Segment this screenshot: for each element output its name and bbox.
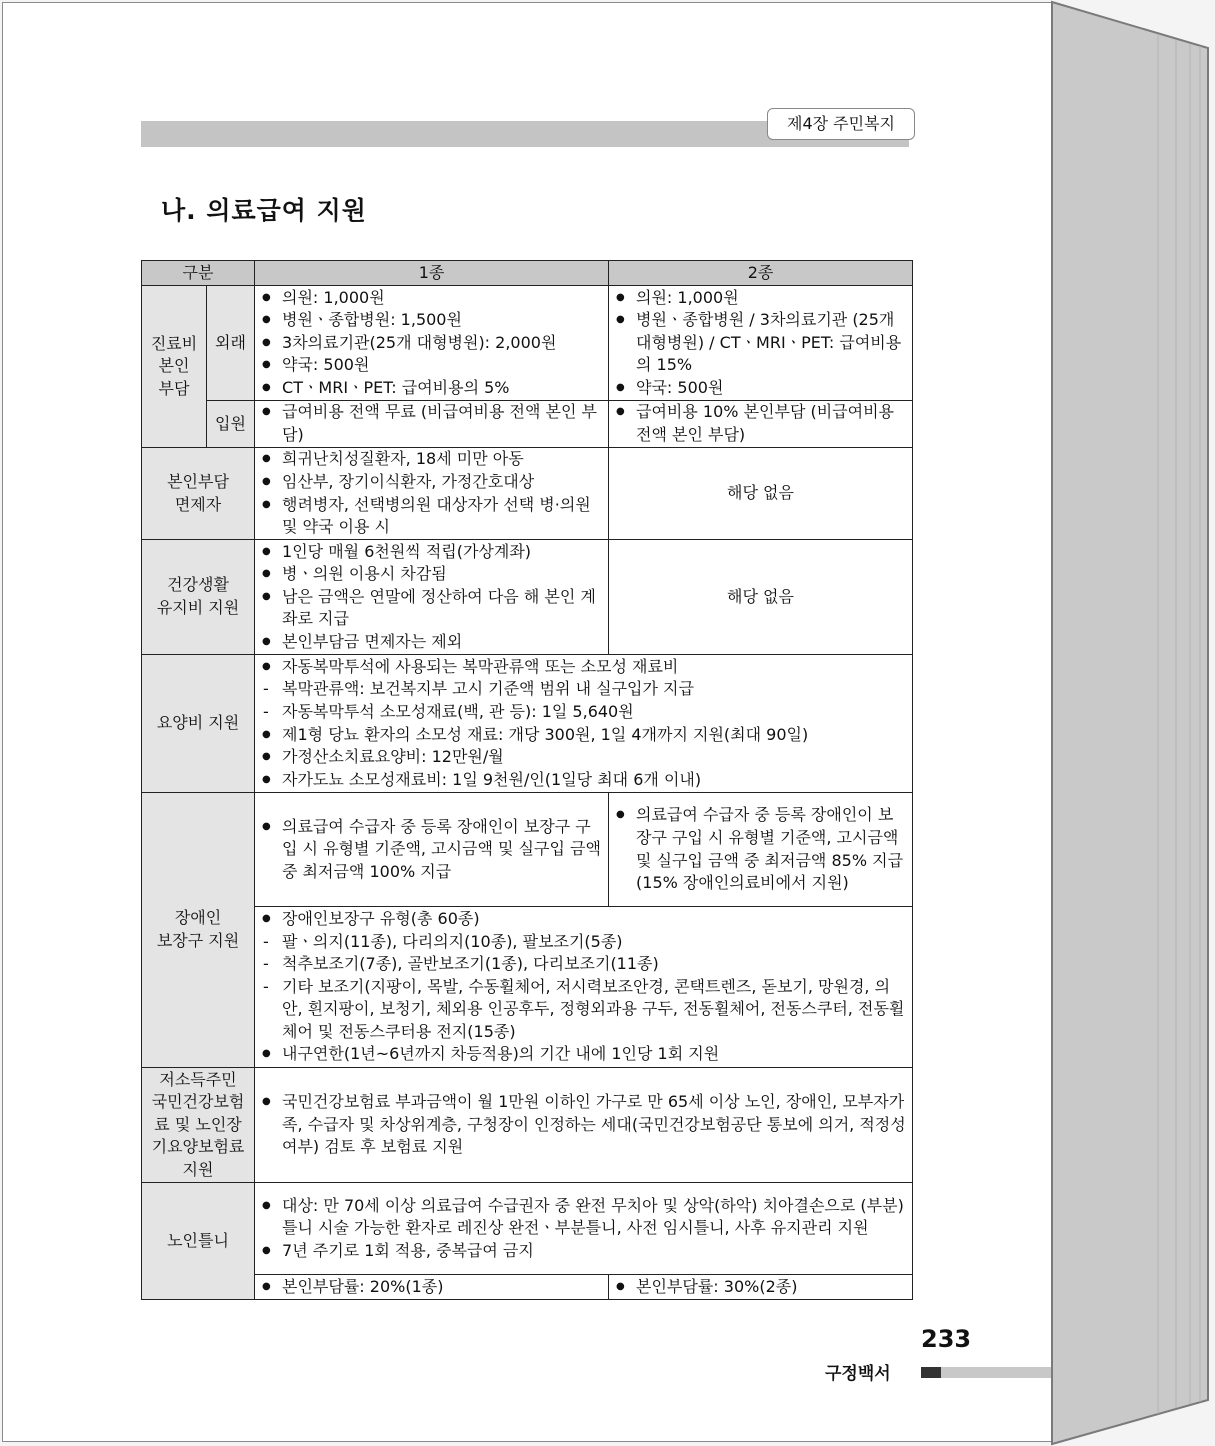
bullet-item: ● 약국: 500원 xyxy=(615,377,906,400)
dash-item: - 팔ㆍ의지(11종), 다리의지(10종), 팔보조기(5종) xyxy=(261,931,906,954)
table-row xyxy=(142,286,913,401)
bullet-item: ● 내구연한(1년~6년까지 차등적용)의 기간 내에 1인당 1회 지원 xyxy=(261,1043,906,1066)
chapter-tag: 제4장 주민복지 xyxy=(767,108,915,140)
cell-assistive-type1 xyxy=(255,793,609,907)
cell-exemption-type1 xyxy=(255,448,609,540)
cell-inpatient-type1 xyxy=(255,401,609,448)
medical-aid-table xyxy=(141,260,913,1300)
cell-assistive-type2 xyxy=(609,793,913,907)
cell-outpatient-type2 xyxy=(609,286,913,401)
section-title: 나. 의료급여 지원 xyxy=(161,196,367,225)
cell-outpatient-type1 xyxy=(255,286,609,401)
table-row xyxy=(142,1068,913,1183)
footer-label: 구정백서 xyxy=(825,1364,891,1384)
dash-item: - 기타 보조기(지팡이, 목발, 수동휠체어, 저시력보조안경, 콘택트렌즈, 돋보기, 망원경, 의안, 흰지팡이, 보청기, 체외용 인공후두, 정형외과용 구두, 전동휠체어, 전동스쿠터, 전동휠체어 및 전동스쿠터용 전지(15종) xyxy=(261,976,906,1044)
dash-item: - 자동복막투석 소모성재료(백, 관 등): 1일 5,640원 xyxy=(261,701,906,724)
table-row xyxy=(142,793,913,907)
bullet-item: ● 본인부담률: 20%(1종) xyxy=(261,1276,602,1299)
bullet-item: ● 7년 주기로 1회 적용, 중복급여 금지 xyxy=(261,1240,906,1263)
bullet-item: ● 약국: 500원 xyxy=(261,354,602,377)
bullet-item: ● 본인부담금 면제자는 제외 xyxy=(261,631,602,654)
bullet-item: ● 의원: 1,000원 xyxy=(615,287,906,310)
book-edge-graphic xyxy=(1048,0,1215,1446)
cell-health-type1 xyxy=(255,540,609,655)
bullet-item: ● 자동복막투석에 사용되는 복막관류액 또는 소모성 재료비 xyxy=(261,656,906,679)
row-label-health-support: 건강생활 유지비 지원 xyxy=(142,540,255,655)
cell-dentures-type1 xyxy=(255,1275,609,1300)
table-row xyxy=(142,540,913,655)
header-category: 구분 xyxy=(142,261,255,286)
cell-dentures xyxy=(255,1183,913,1275)
bullet-item: ● 남은 금액은 연말에 정산하여 다음 해 본인 계좌로 지급 xyxy=(261,586,602,631)
dash-item: - 척추보조기(7종), 골반보조기(1종), 다리보조기(11종) xyxy=(261,953,906,976)
bullet-item: ● 의료급여 수급자 중 등록 장애인이 보장구 구입 시 유형별 기준액, 고시금액 및 실구입 금액 중 최저금액 100% 지급 xyxy=(261,816,602,884)
row-sublabel-inpatient: 입원 xyxy=(207,401,255,448)
table-row xyxy=(142,1183,913,1275)
bullet-item: ● 병원ㆍ종합병원 / 3차의료기관 (25개 대형병원) / CTㆍMRIㆍPET: 급여비용의 15% xyxy=(615,309,906,377)
row-sublabel-outpatient: 외래 xyxy=(207,286,255,401)
cell-assistive-common xyxy=(255,907,913,1068)
footer-bar xyxy=(941,1367,1053,1378)
bullet-item: ● 가정산소치료요양비: 12만원/월 xyxy=(261,746,906,769)
header-type1: 1종 xyxy=(255,261,609,286)
bullet-item: ● 3차의료기관(25개 대형병원): 2,000원 xyxy=(261,332,602,355)
row-label-assistive: 장애인 보장구 지원 xyxy=(142,793,255,1068)
bullet-item: ● 의원: 1,000원 xyxy=(261,287,602,310)
bullet-item: ● 병원ㆍ종합병원: 1,500원 xyxy=(261,309,602,332)
cell-exemption-type2: 해당 없음 xyxy=(609,448,913,540)
row-label-copay: 진료비 본인 부담 xyxy=(142,286,207,448)
row-label-care-cost: 요양비 지원 xyxy=(142,655,255,793)
row-label-insurance: 저소득주민 국민건강보험 료 및 노인장 기요양보험료 지원 xyxy=(142,1068,255,1183)
cell-dentures-type2 xyxy=(609,1275,913,1300)
cell-care-cost xyxy=(255,655,913,793)
table-header-row xyxy=(142,261,913,286)
table-row xyxy=(142,1275,913,1300)
bullet-item: ● 대상: 만 70세 이상 의료급여 수급권자 중 완전 무치아 및 상악(하악) 치아결손으로 (부분)틀니 시술 가능한 환자로 레진상 완전ㆍ부분틀니, 사전 임시틀니, 사후 유지관리 지원 xyxy=(261,1195,906,1240)
bullet-item: ● 국민건강보험료 부과금액이 월 1만원 이하인 가구로 만 65세 이상 노인, 장애인, 모부자가족, 수급자 및 차상위계층, 구청장이 인정하는 세대(국민건강보험공단 통보에 의거, 적정성 여부) 검토 후 보험료 지원 xyxy=(261,1091,906,1159)
bullet-item: ● 본인부담률: 30%(2종) xyxy=(615,1276,906,1299)
document-page xyxy=(2,2,1052,1442)
bullet-item: ● 희귀난치성질환자, 18세 미만 아동 xyxy=(261,448,602,471)
bullet-item: ● 임산부, 장기이식환자, 가정간호대상 xyxy=(261,471,602,494)
table-row xyxy=(142,655,913,793)
table-row xyxy=(142,401,913,448)
dash-item: - 복막관류액: 보건복지부 고시 기준액 범위 내 실구입가 지급 xyxy=(261,678,906,701)
bullet-item: ● CTㆍMRIㆍPET: 급여비용의 5% xyxy=(261,377,602,400)
row-label-dentures: 노인틀니 xyxy=(142,1183,255,1300)
cell-health-type2: 해당 없음 xyxy=(609,540,913,655)
table-row xyxy=(142,907,913,1068)
cell-insurance xyxy=(255,1068,913,1183)
row-label-exemption: 본인부담 면제자 xyxy=(142,448,255,540)
bullet-item: ● 자가도뇨 소모성재료비: 1일 9천원/인(1일당 최대 6개 이내) xyxy=(261,769,906,792)
table-row xyxy=(142,448,913,540)
bullet-item: ● 장애인보장구 유형(총 60종) xyxy=(261,908,906,931)
bullet-item: ● 의료급여 수급자 중 등록 장애인이 보장구 구입 시 유형별 기준액, 고시금액 및 실구입 금액 중 최저금액 85% 지급 (15% 장애인의료비에서 지원) xyxy=(615,804,906,894)
bullet-item: ● 병ㆍ의원 이용시 차감됨 xyxy=(261,563,602,586)
bullet-item: ● 1인당 매월 6천원씩 적립(가상계좌) xyxy=(261,541,602,564)
page-number: 233 xyxy=(921,1325,972,1353)
bullet-item: ● 급여비용 10% 본인부담 (비급여비용 전액 본인 부담) xyxy=(615,401,906,446)
cell-inpatient-type2 xyxy=(609,401,913,448)
footer-mark xyxy=(921,1367,941,1378)
header-type2: 2종 xyxy=(609,261,913,286)
bullet-item: ● 제1형 당뇨 환자의 소모성 재료: 개당 300원, 1일 4개까지 지원(최대 90일) xyxy=(261,724,906,747)
bullet-item: ● 행려병자, 선택병의원 대상자가 선택 병·의원 및 약국 이용 시 xyxy=(261,494,602,539)
bullet-item: ● 급여비용 전액 무료 (비급여비용 전액 본인 부담) xyxy=(261,401,602,446)
